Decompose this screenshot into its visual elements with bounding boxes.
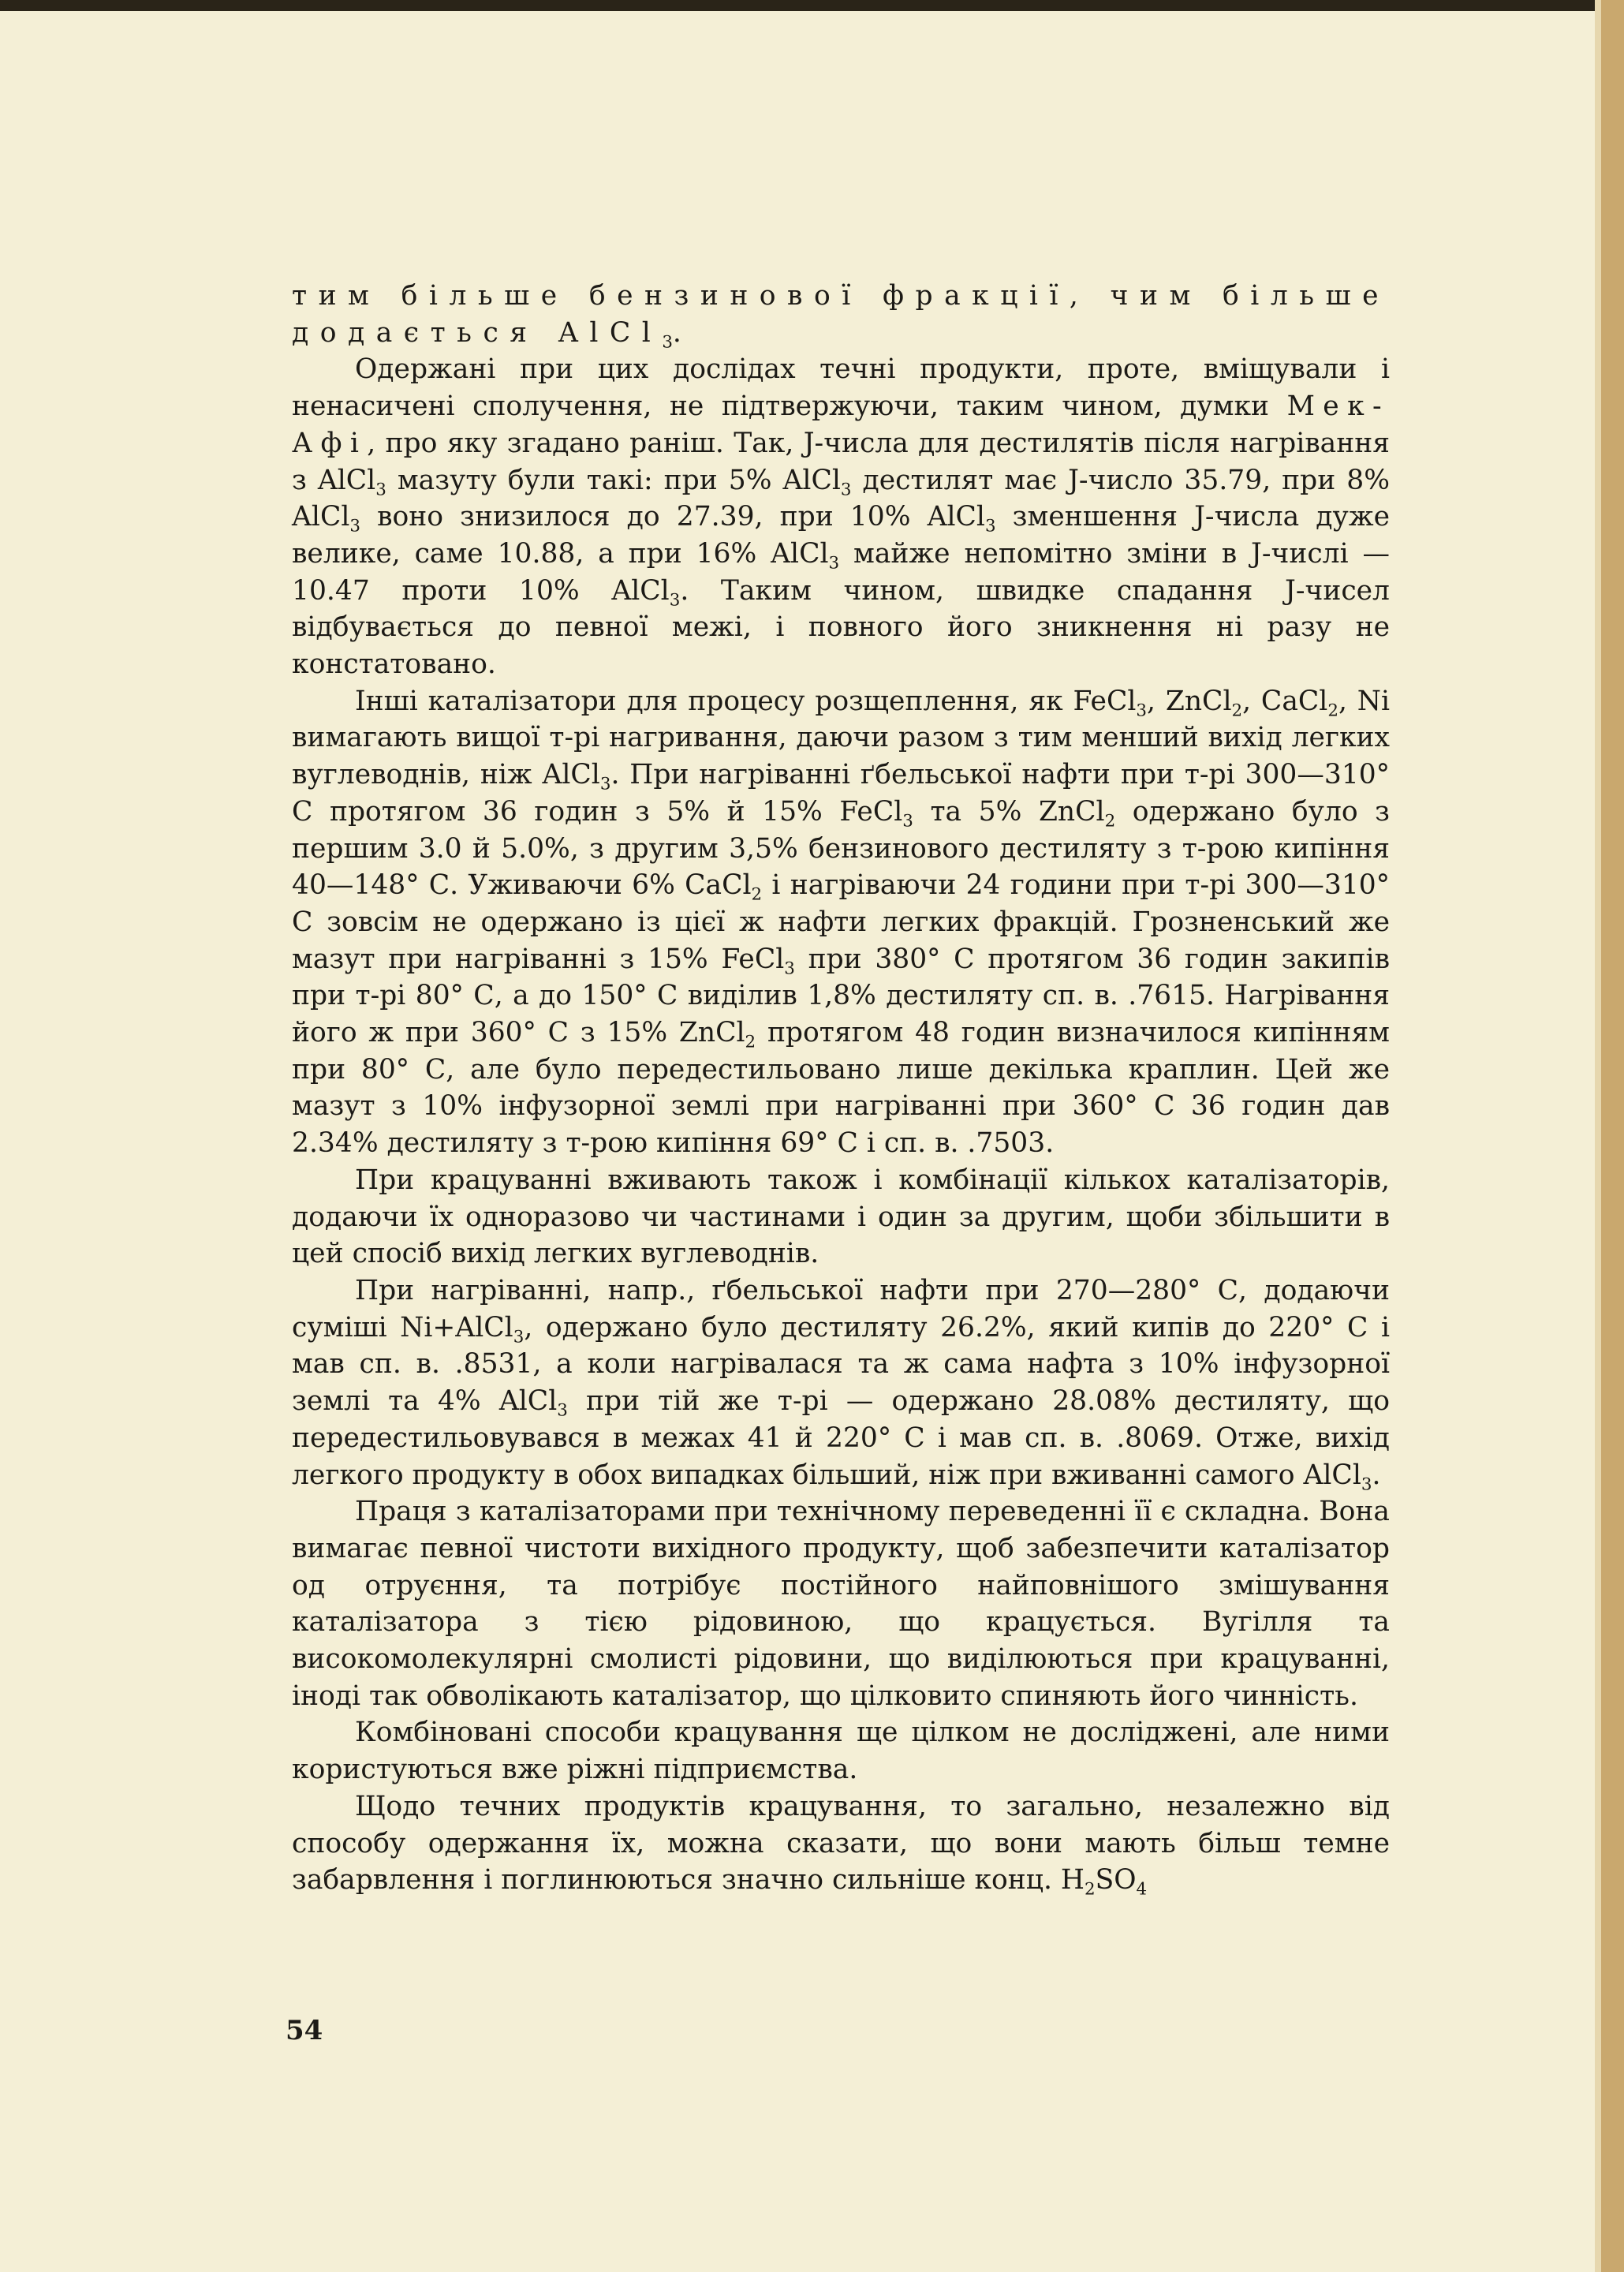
author-name: Мек-Афі [292,390,1390,459]
page-text [292,278,1390,1899]
paragraph-1: тим більше бензинової фракції, чим більше додається AlCl$_3$. [292,280,1390,353]
paragraph-6: Праця з каталізаторами при технічному переведенні її є складна. Вона вимагає певної чистоти вихідного продукту, щоб забезпечити каталізатор од отруєння, та потрібує постійного найповнішого змішування каталізатора з тією рідовиною, що крацується. Вугілля та високомолекулярні смолисті рідовини, що виділюються при крацуванні, іноді так обволікають каталізатор, що цілковито спиняють його чинність. [292,1496,1390,1712]
paragraph-2: Одержані при цих дослідах течні продукти, проте, вміщували і ненасичені сполучення, не підтвержуючи, таким чином, думки Мек-Афі, про яку згадано раніш. Так, J-числа для дестилятів після нагрівання з AlCl$_3$ мазуту були такі: при 5% AlCl$_3$ дестилят має J-число 35.79, при 8% AlCl$_3$ воно знизилося до 27.39, при 10% AlCl$_3$ зменшення J-числа дуже велике, саме 10.88, а при 16% AlCl$_3$ майже непомітно зміни в J-числі — 10.47 проти 10% AlCl$_3$. Таким чином, швидке спадання J-чисел відбувається до певної межі, і повного його зникнення ні разу не констатовано. [292,353,1390,681]
page-number: 54 [286,2015,323,2046]
paragraph-7: Комбіновані способи крацування ще цілком не досліджені, але ними користуються вже ріжні підприємства. [292,1717,1390,1786]
paragraph-4: При крацуванні вживають також і комбінації кількох каталізаторів, додаючи їх одноразово чи частинами і один за другим, щоби збільшити в цей спосіб вихід легких вуглеводнів. [292,1164,1390,1270]
paragraph-5: При нагріванні, напр., ґбельської нафти при 270—280° С, додаючи суміші Ni+AlCl$_3$, одержано було дестиляту 26.2%, який кипів до 220° С і мав сп. в. .8531, а коли нагрівалася та ж сама нафта з 10% інфузорної землі та 4% AlCl$_3$ при тій же т-рі — одержано 28.08% дестиляту, що передестильовувався в межах 41 й 220° С і мав сп. в. .8069. Отже, вихід легкого продукту в обох випадках більший, ніж при вживанні самого AlCl$_3$. [292,1274,1391,1494]
paragraph-8: Щодо течних продуктів крацування, то загально, незалежно від способу одержання їх, можна сказати, що вони мають більш темне забарвлення і поглинюються значно сильніше конц. $H_2SO_4$ [292,1790,1390,1900]
paragraph-1-spaced-text: тим більше бензинової фракції, чим більше додається AlCl [292,280,1390,349]
paragraph-3: Інші каталізатори для процесу розщеплення, як FeCl$_3$, ZnCl$_2$, CaCl$_2$, Ni вимагають вищої т-рі нагривання, даючи разом з тим менший вихід легких вуглеводнів, ніж AlCl$_3$. При нагріванні ґбельської нафти при т-рі 300—310° С протягом 36 годин з 5% й 15% FeCl$_3$ та 5% ZnCl$_2$ одержано було з першим 3.0 й 5.0%, з другим 3,5% бензинового дестиляту з т-рою кипіння 40—148° С. Уживаючи 6% CaCl$_2$ і нагріваючи 24 години при т-рі 300—310° С зовсім не одержано із цієї ж нафти легких фракцій. Грозненський же мазут при нагріванні з 15% FeCl$_3$ при 380° С протягом 36 годин закипів при т-рі 80° С, а до 150° С виділив 1,8% дестиляту сп. в. .7615. Нагрівання його ж при 360° С з 15% ZnCl$_2$ протягом 48 годин визначилося кипінням при 80° С, але було передестильовано лише декілька краплин. Цей же мазут з 10% інфузорної землі при нагріванні при 360° С 36 годин дав 2.34% дестиляту з т-рою кипіння 69° С і сп. в. .7503. [292,685,1391,1160]
page-top-edge [0,0,1624,11]
page-right-edge [1595,0,1601,2272]
